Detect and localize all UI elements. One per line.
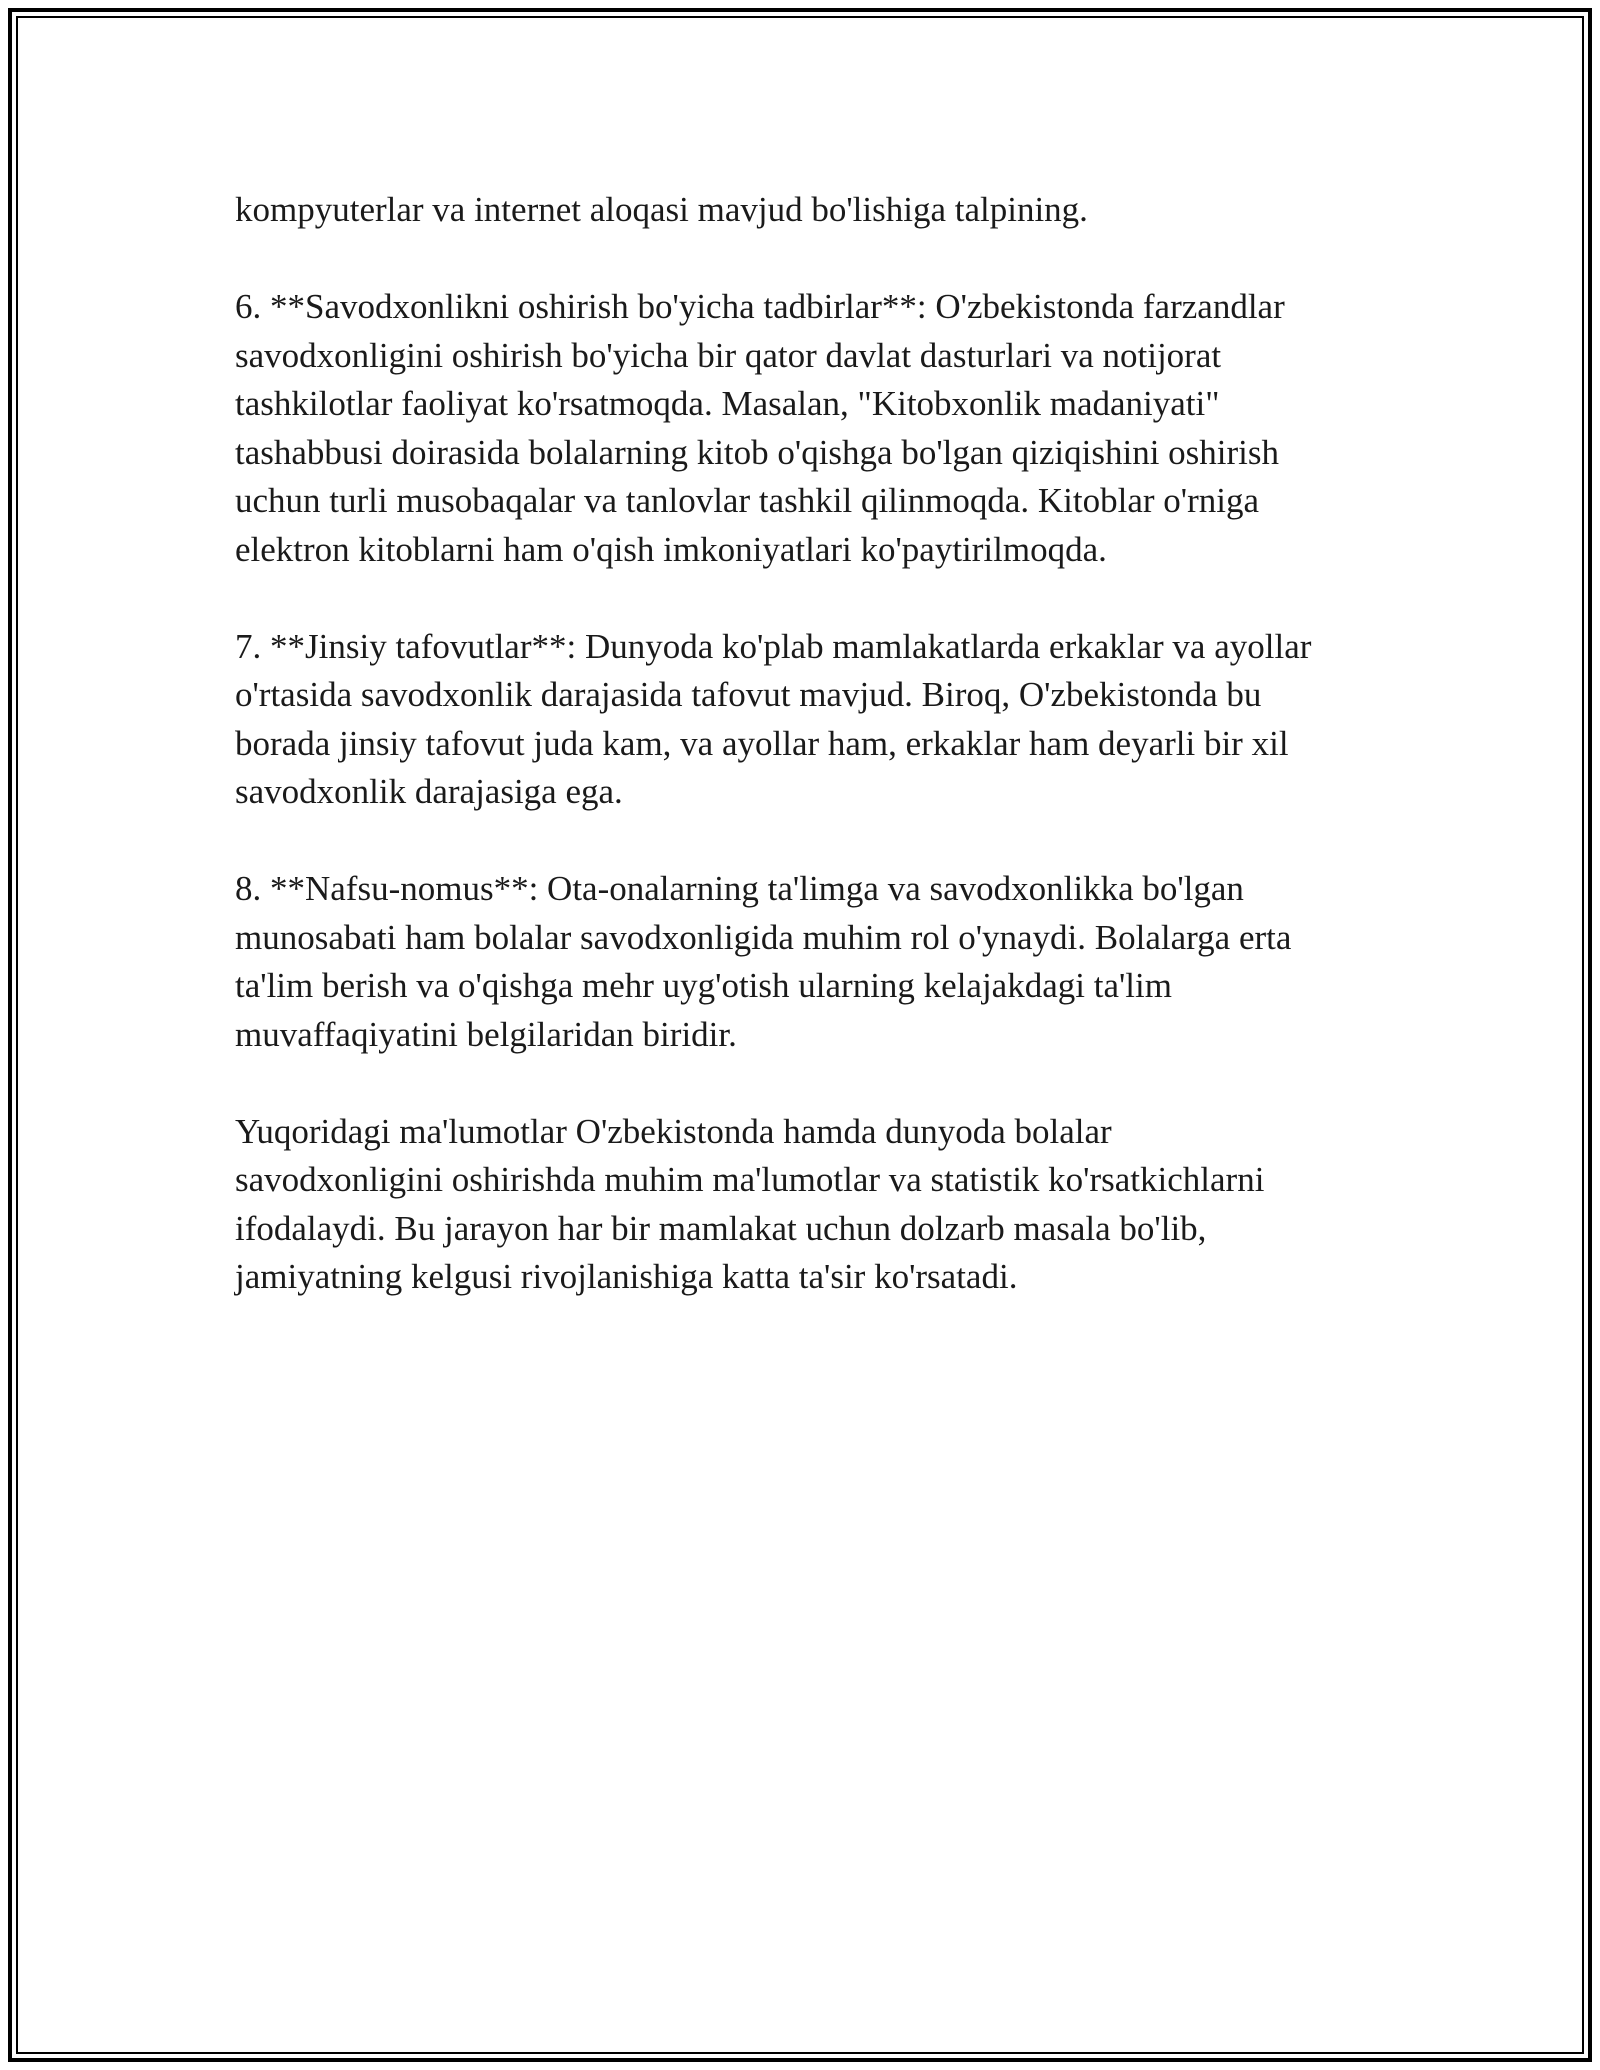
document-body: [235, 186, 1375, 1350]
paragraph-item-6: 6. **Savodxonlikni oshirish bo'yicha tadbirlar**: O'zbekistonda farzandlar savodxonligini oshirish bo'yicha bir qator davlat dasturlari va notijorat tashkilotlar faoliyat ko'rsatmoqda. Masalan, "Kitobxonlik madaniyati" tashabbusi doirasida bolalarning kitob o'qishga bo'lgan qiziqishini oshirish uchun turli musobaqalar va tanlovlar tashkil qilinmoqda. Kitoblar o'rniga elektron kitoblarni ham o'qish imkoniyatlari ko'paytirilmoqda.: [235, 287, 1285, 569]
paragraph-intro-continuation: kompyuterlar va internet aloqasi mavjud bo'lishiga talpining.: [235, 190, 1088, 229]
paragraph-conclusion: Yuqoridagi ma'lumotlar O'zbekistonda hamda dunyoda bolalar savodxonligini oshirishda muhim ma'lumotlar va statistik ko'rsatkichlarni ifodalaydi. Bu jarayon har bir mamlakat uchun dolzarb masala bo'lib, jamiyatning kelgusi rivojlanishiga katta ta'sir ko'rsatadi.: [235, 1111, 1265, 1296]
paragraph-item-7: 7. **Jinsiy tafovutlar**: Dunyoda ko'plab mamlakatlarda erkaklar va ayollar o'rtasida savodxonlik darajasida tafovut mavjud. Biroq, O'zbekistonda bu borada jinsiy tafovut juda kam, va ayollar ham, erkaklar ham deyarli bir xil savodxonlik darajasiga ega.: [235, 626, 1312, 811]
paragraph-item-8: 8. **Nafsu-nomus**: Ota-onalarning ta'limga va savodxonlikka bo'lgan munosabati ham bolalar savodxonligida muhim rol o'ynaydi. Bolalarga erta ta'lim berish va o'qishga mehr uyg'otish ularning kelajakdagi ta'lim muvaffaqiyatini belgilaridan biridir.: [235, 869, 1292, 1054]
